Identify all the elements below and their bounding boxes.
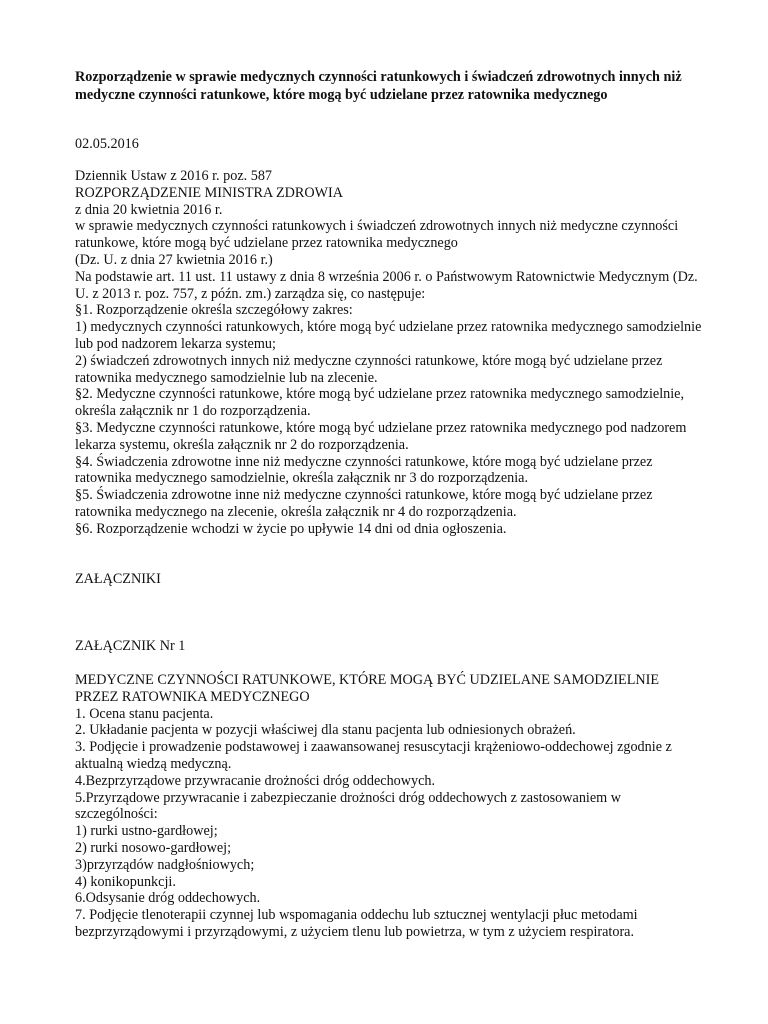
body-line: §6. Rozporządzenie wchodzi w życie po upływie 14 dni od dnia ogłoszenia. bbox=[75, 520, 507, 537]
attachment-1-heading: ZAŁĄCZNIK Nr 1 bbox=[75, 638, 186, 654]
body-line: w sprawie medycznych czynności ratunkowych i świadczeń zdrowotnych innych niż medyczne czynności ratunkowe, które mogą być udzielane przez ratownika medycznego bbox=[75, 218, 679, 252]
body-line: §4. Świadczenia zdrowotne inne niż medyczne czynności ratunkowe, które mogą być udzielane przez ratownika medycznego samodzielnie, określa załącznik nr 3 do rozporządzenia. bbox=[75, 453, 653, 487]
attachment-1-body bbox=[75, 672, 705, 941]
attachment-line: 7. Podjęcie tlenoterapii czynnej lub wspomagania oddechu lub sztucznej wentylacji płuc metodami bezprzyrządowymi i przyrządowymi, z użyciem tlenu lub powietrza, w tym z użyciem respiratora. bbox=[75, 907, 638, 940]
attachment-line: 4.Bezprzyrządowe przywracanie drożności dróg oddechowych. bbox=[75, 772, 436, 789]
body-line: §5. Świadczenia zdrowotne inne niż medyczne czynności ratunkowe, które mogą być udzielane przez ratownika medycznego na zlecenie, określa załącznik nr 4 do rozporządzenia. bbox=[75, 487, 653, 520]
attachment-line: 6.Odsysanie dróg oddechowych. bbox=[75, 890, 261, 907]
body-line: Na podstawie art. 11 ust. 11 ustawy z dnia 8 września 2006 r. o Państwowym Ratownictwie Medycznym (Dz. U. z 2013 r. poz. 757, z późn. zm.) zarządza się, co następuje: bbox=[75, 268, 698, 302]
body-line: §2. Medyczne czynności ratunkowe, które mogą być udzielane przez ratownika medycznego samodzielnie, określa załącznik nr 1 do rozporządzenia. bbox=[75, 386, 685, 420]
attachment-line: 2. Układanie pacjenta w pozycji właściwej dla stanu pacjenta lub odniesionych obrażeń. bbox=[75, 722, 576, 739]
document-title: Rozporządzenie w sprawie medycznych czynności ratunkowych i świadczeń zdrowotnych innych niż medyczne czynności ratunkowe, które mogą być udzielane przez ratownika medycznego bbox=[75, 69, 682, 104]
attachments-heading: ZAŁĄCZNIKI bbox=[75, 571, 161, 587]
body-line: ROZPORZĄDZENIE MINISTRA ZDROWIA bbox=[75, 184, 343, 201]
body-line: §1. Rozporządzenie określa szczegółowy zakres: bbox=[75, 302, 353, 319]
body-line: (Dz. U. z dnia 27 kwietnia 2016 r.) bbox=[75, 251, 273, 268]
document-content bbox=[75, 68, 705, 940]
attachment-line: MEDYCZNE CZYNNOŚCI RATUNKOWE, KTÓRE MOGĄ BYĆ UDZIELANE SAMODZIELNIE PRZEZ RATOWNIKA MEDYCZNEGO bbox=[75, 672, 660, 705]
body-line: Dziennik Ustaw z 2016 r. poz. 587 bbox=[75, 168, 273, 184]
regulation-body bbox=[75, 168, 705, 538]
attachment-line: 4) konikopunkcji. bbox=[75, 873, 176, 890]
attachment-line: 2) rurki nosowo-gardłowej; bbox=[75, 839, 232, 856]
attachment-line: 5.Przyrządowe przywracanie i zabezpieczanie drożności dróg oddechowych z zastosowaniem w szczególności: bbox=[75, 789, 621, 823]
document-date: 02.05.2016 bbox=[75, 136, 139, 152]
attachment-line: 1. Ocena stanu pacjenta. bbox=[75, 705, 214, 722]
attachment-line: 3. Podjęcie i prowadzenie podstawowej i zaawansowanej resuscytacji krążeniowo-oddechowej zgodnie z aktualną wiedzą medyczną. bbox=[75, 739, 672, 772]
attachment-line: 3)przyrządów nadgłośniowych; bbox=[75, 856, 255, 873]
attachment-line: 1) rurki ustno-gardłowej; bbox=[75, 823, 218, 840]
body-line: 2) świadczeń zdrowotnych innych niż medyczne czynności ratunkowe, które mogą być udzielane przez ratownika medycznego samodzielnie lub na zlecenie. bbox=[75, 352, 663, 386]
body-line: §3. Medyczne czynności ratunkowe, które mogą być udzielane przez ratownika medycznego pod nadzorem lekarza systemu, określa załącznik nr 2 do rozporządzenia. bbox=[75, 419, 687, 453]
body-line: z dnia 20 kwietnia 2016 r. bbox=[75, 201, 223, 218]
body-line: 1) medycznych czynności ratunkowych, które mogą być udzielane przez ratownika medycznego samodzielnie lub pod nadzorem lekarza systemu; bbox=[75, 319, 702, 352]
